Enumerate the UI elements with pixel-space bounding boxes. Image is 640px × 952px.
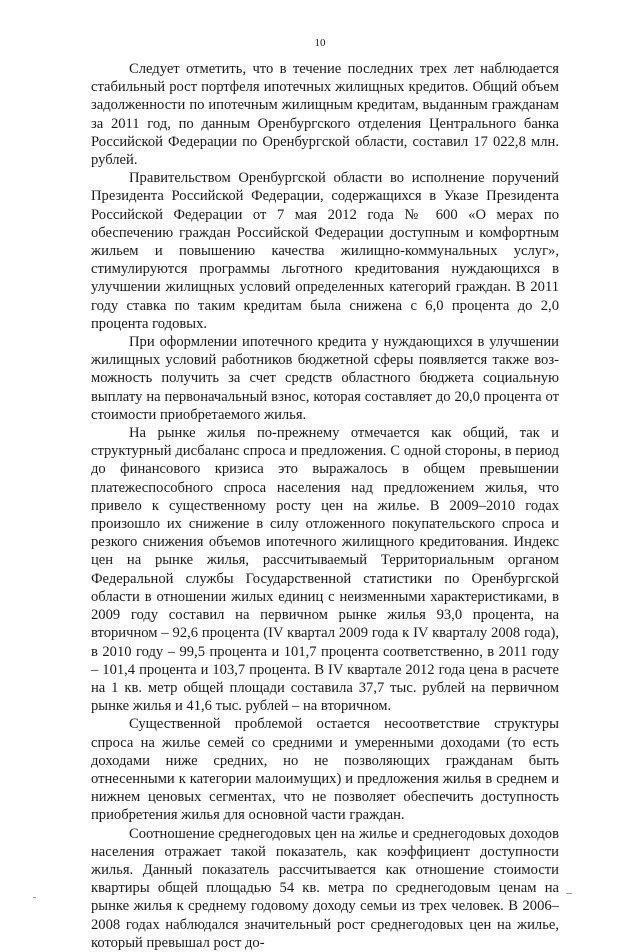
- paragraph-demand-structure-problem: Существенной проблемой остается несоответствие структуры спроса на жилье семей со средними и умеренными доходами (то есть доходами ниже средних, но не позволяющих гражданам быть отнесенными к категории малоимущих) и предложения жилья в среднем и нижнем ценовых сегментах, что не позволяет обеспечить доступность приобретения жилья для основной части граждан.: [91, 716, 559, 824]
- paragraph-mortgage-portfolio: Следует отметить, что в течение последних трех лет наблюдается стабильный рост портфеля ипотечных жилищных кредитов. Общий объем задолженности по ипотечным жилищным кредитам, выданным гражданам за 2011 год, по данным Оренбургского отделения Центрального банка Российской Федерации по Оренбургской области, составил 17 022,8 млн. рублей.: [91, 61, 559, 169]
- page-number: 10: [314, 37, 326, 49]
- paragraph-affordability-ratio: Соотношение среднегодовых цен на жилье и среднегодовых доходов населения отражает такой показатель, как коэффициент доступности жилья. Данный показатель рассчитывается как отношение стоимости квартиры общей площадью 54 кв. метра по среднегодовым ценам на рынке жилья к среднему годовому доходу семьи из трех человек. В 2006–2008 годах наблюдался значительный рост среднегодовых цен на жилье, который превышал рост до-: [91, 825, 559, 951]
- paragraph-budget-workers-payment: При оформлении ипотечного кредита у нуждающихся в улучшении жилищных условий работников бюджетной сферы появляется также возможность получить за счет средств областного бюджета социальную выплату на первоначальный взнос, которая составляет до 20,0 процента от стоимости приобретаемого жилья.: [91, 334, 559, 423]
- scan-artifact-mark: [33, 897, 36, 898]
- document-body: [91, 60, 559, 952]
- paragraph-government-programs: Правительством Оренбургской области во исполнение поручений Президента Российской Федерации, содержащихся в Указе Президента Российской Федерации от 7 мая 2012 года № 600 «О мерах по обеспечению граждан Российской Федерации доступным и комфортным жильем и повышению качества жилищно-коммунальных услуг», стимулируются программы льготного кредитования нуждающихся в улучшении жилищных условий определенных категорий граждан. В 2011 году ставка по таким кредитам была снижена с 6,0 процента до 2,0 процента годовых.: [91, 170, 559, 332]
- paragraph-housing-market-imbalance: На рынке жилья по-прежнему отмечается как общий, так и структурный дисбаланс спроса и предложения. С одной стороны, в период до финансового кризиса это выражалось в общем превышении платежеспособного спроса населения над предложением жилья, что привело к существенному росту цен на жилье. В 2009–2010 годах произошло их снижение в силу отложенного покупательского спроса и резкого снижения объемов ипотечного жилищного кредитования. Индекс цен на рынке жилья, рассчитываемый Территориальным органом Федеральной службы Государственной статистики по Оренбургской области в отношении жилых единиц с неизменными характеристиками, в 2009 году составил на первичном рынке жилья 93,0 процента, на вторичном – 92,6 процента (IV квартал 2009 года к IV кварталу 2008 года), в 2010 году – 99,5 процента и 101,7 процента соответственно, в 2011 году – 101,4 процента и 103,7 процента. В IV квартале 2012 года цена в расчете на 1 кв. метр общей площади составила 37,7 тыс. рублей на первичном рынке жилья и 41,6 тыс. рублей – на вторичном.: [91, 425, 559, 715]
- scan-artifact-mark: [566, 893, 572, 894]
